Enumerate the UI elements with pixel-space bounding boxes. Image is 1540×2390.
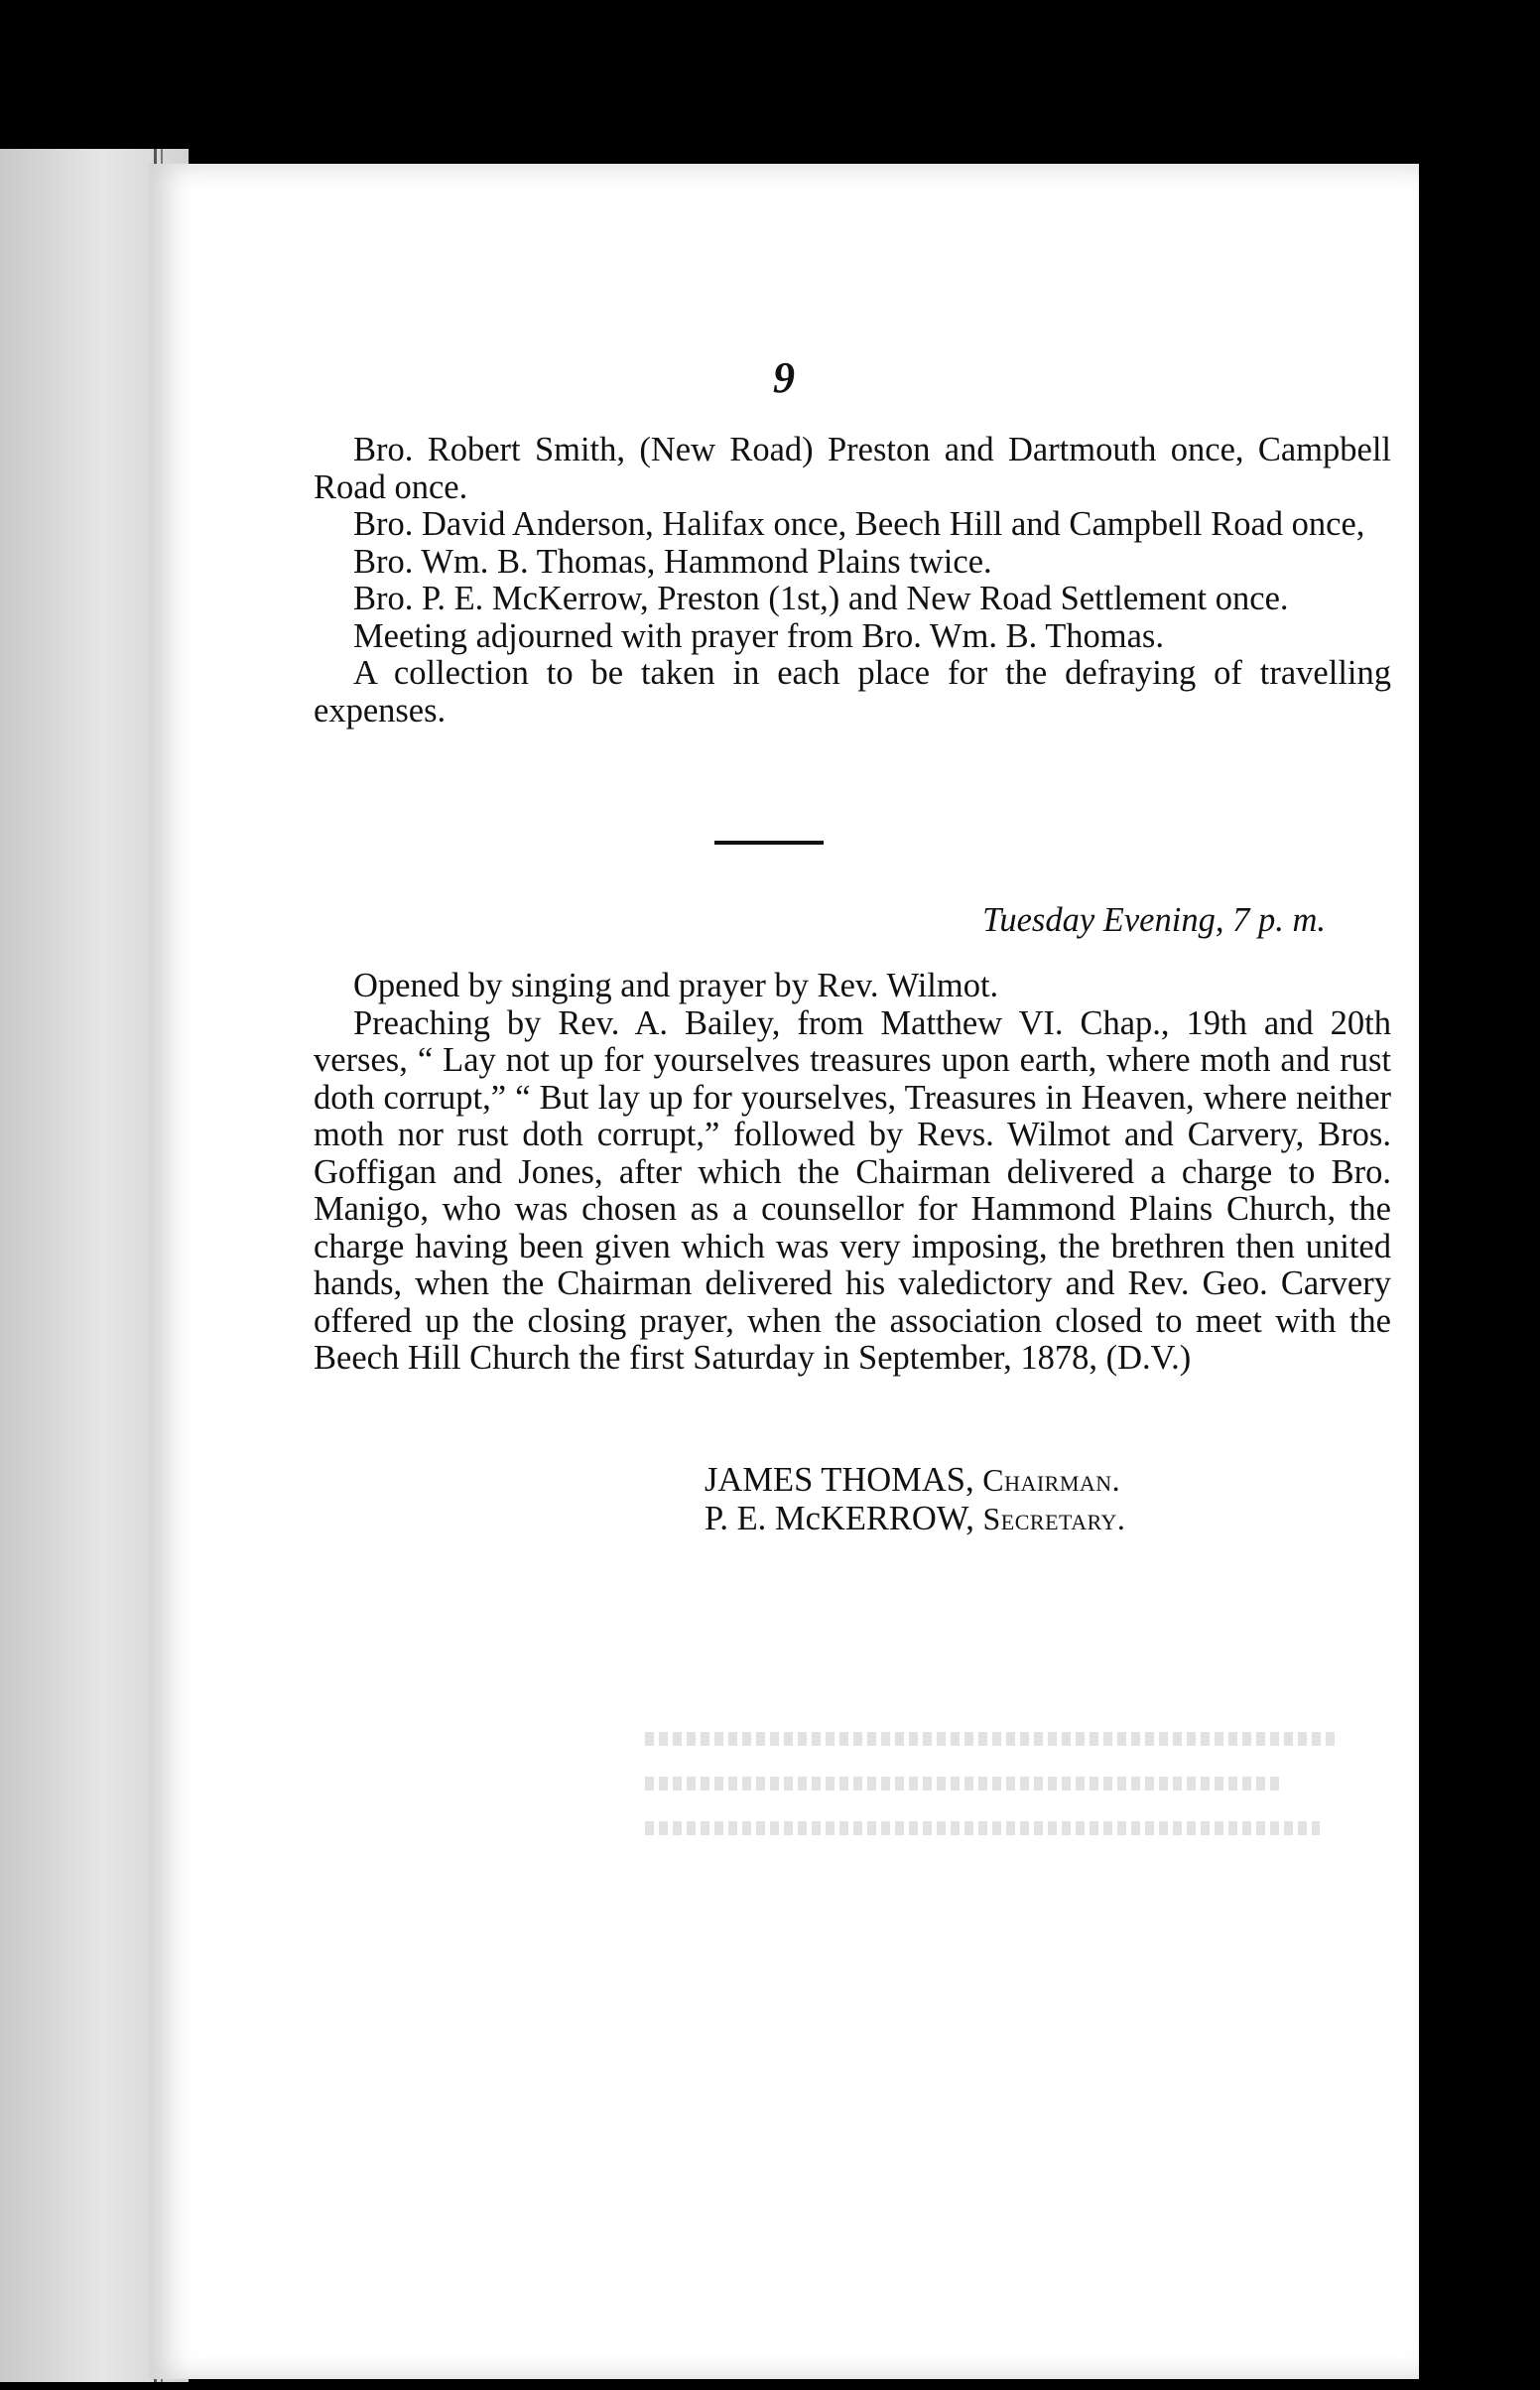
signature-chairman <box>705 1461 1120 1500</box>
signature-name: JAMES THOMAS, <box>705 1461 983 1499</box>
page-number: 9 <box>773 353 795 402</box>
paragraph: Opened by singing and prayer by Rev. Wilmot. <box>353 967 999 1004</box>
signature-role: Chairman. <box>982 1462 1121 1498</box>
signature-role: Secretary. <box>982 1501 1126 1536</box>
bleed-through-line <box>645 1732 1340 1746</box>
signature-secretary <box>705 1500 1125 1538</box>
paragraph: Meeting adjourned with prayer from Bro. Wm. B. Thomas. <box>353 616 1164 655</box>
bleed-through-line <box>645 1821 1320 1835</box>
section-divider <box>714 841 824 845</box>
dateline: Tuesday Evening, 7 p. m. <box>982 901 1326 939</box>
bleed-through-line <box>645 1777 1280 1791</box>
paragraph: A collection to be taken in each place for the defraying of travelling expenses. <box>314 654 1391 730</box>
paragraph: Bro. David Anderson, Halifax once, Beech Hill and Campbell Road once, <box>353 505 1365 543</box>
signature-name: P. E. McKERROW, <box>705 1500 983 1537</box>
paragraph: Bro. Wm. B. Thomas, Hammond Plains twice. <box>353 542 992 581</box>
minutes-top-section <box>314 432 1391 730</box>
document-page <box>149 164 1419 2379</box>
paragraph: Bro. Robert Smith, (New Road) Preston and Dartmouth once, Campbell Road once. <box>314 431 1391 506</box>
paragraph: Bro. P. E. McKerrow, Preston (1st,) and New Road Settlement once. <box>353 580 1289 617</box>
paragraph: Preaching by Rev. A. Bailey, from Matthew VI. Chap., 19th and 20th verses, “ Lay not up for yourselves treasures upon earth, where moth and rust doth corrupt,” “ But lay up for yourselves, Treasures in Heaven, where neither moth nor rust doth corrupt,” followed by Revs. Wilmot and Carvery, Bros. Goffigan and Jones, after which the Chairman delivered a charge to Bro. Manigo, who was chosen as a counsellor for Hammond Plains Church, the charge having been given which was very imposing, the brethren then united hands, when the Chairman delivered his valedictory and Rev. Geo. Carvery offered up the closing prayer, when the association closed to meet with the Beech Hill Church the first Saturday in September, 1878, (D.V.) <box>314 1003 1391 1377</box>
minutes-evening-section <box>314 968 1391 1378</box>
